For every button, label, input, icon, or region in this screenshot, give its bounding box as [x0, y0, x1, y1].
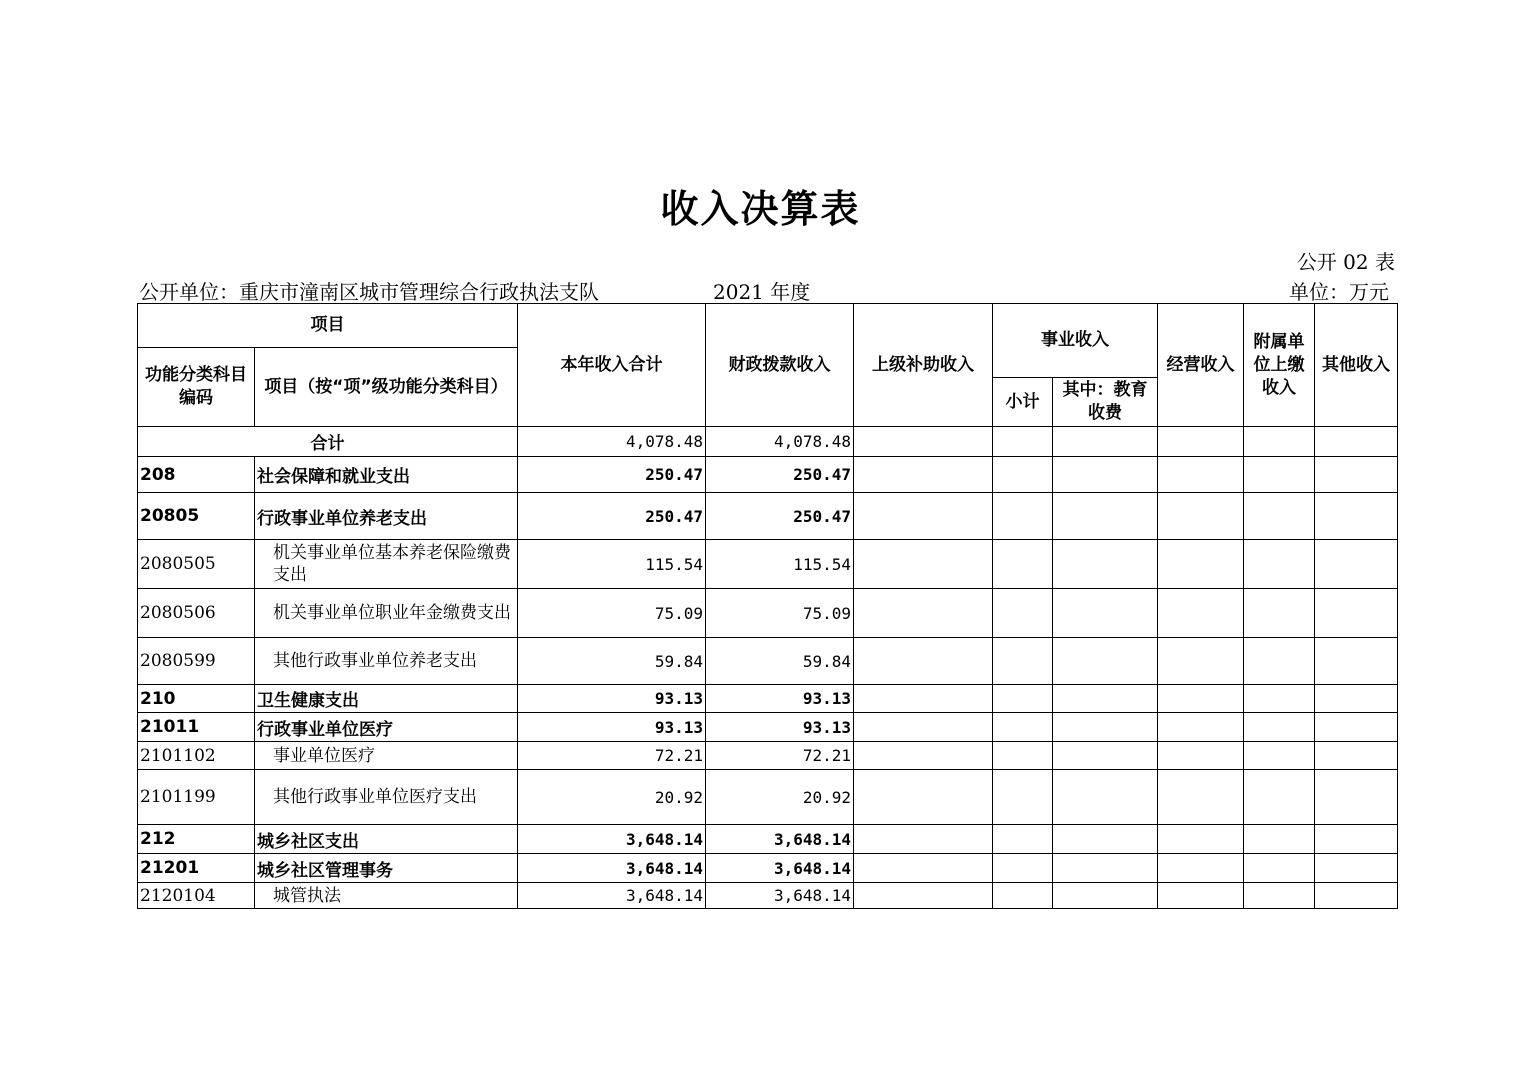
row-fiscal: 250.47: [706, 493, 854, 540]
row-name: 其他行政事业单位医疗支出: [255, 770, 518, 825]
table-row: [138, 589, 1398, 638]
summary-total: 4,078.48: [518, 427, 706, 457]
row-code: 2080599: [138, 638, 255, 685]
table-row: [138, 825, 1398, 854]
row-total: 72.21: [518, 742, 706, 770]
row-name: 城乡社区管理事务: [255, 854, 518, 883]
row-code: 2080505: [138, 540, 255, 589]
row-code: 21011: [138, 713, 255, 742]
currency-unit: 单位：万元: [1289, 280, 1389, 304]
header-superior: 上级补助收入: [854, 304, 993, 427]
row-total: 3,648.14: [518, 854, 706, 883]
row-code: 208: [138, 457, 255, 493]
row-fiscal: 3,648.14: [706, 883, 854, 909]
row-code: 212: [138, 825, 255, 854]
fiscal-year: 2021 年度: [713, 280, 811, 304]
row-name: 社会保障和就业支出: [255, 457, 518, 493]
info-row: [139, 276, 1395, 304]
page-title: 收入决算表: [660, 187, 861, 231]
summary-label: 合计: [138, 427, 518, 457]
header-fiscal: 财政拨款收入: [706, 304, 854, 427]
row-fiscal: 3,648.14: [706, 854, 854, 883]
row-fiscal: 93.13: [706, 713, 854, 742]
row-total: 93.13: [518, 685, 706, 713]
row-name: 城管执法: [255, 883, 518, 909]
table-row: [138, 854, 1398, 883]
header-subtotal: 小计: [993, 378, 1053, 427]
row-name: 事业单位医疗: [255, 742, 518, 770]
row-name: 卫生健康支出: [255, 685, 518, 713]
summary-row: [138, 427, 1398, 457]
row-code: 2120104: [138, 883, 255, 909]
header-code: 功能分类科目编码: [138, 348, 255, 427]
row-total: 3,648.14: [518, 883, 706, 909]
header-total: 本年收入合计: [518, 304, 706, 427]
row-name: 城乡社区支出: [255, 825, 518, 854]
row-total: 250.47: [518, 457, 706, 493]
form-number: 公开 02 表: [1296, 250, 1395, 274]
table-row: [138, 638, 1398, 685]
header-project: 项目: [138, 304, 518, 348]
table-row: [138, 540, 1398, 589]
row-fiscal: 3,648.14: [706, 825, 854, 854]
row-fiscal: 72.21: [706, 742, 854, 770]
header-education: 其中：教育收费: [1053, 378, 1158, 427]
reporting-unit: 公开单位：重庆市潼南区城市管理综合行政执法支队: [139, 280, 599, 304]
header-item: 项目（按“项”级功能分类科目）: [255, 348, 518, 427]
row-fiscal: 115.54: [706, 540, 854, 589]
row-name: 其他行政事业单位养老支出: [255, 638, 518, 685]
summary-fiscal: 4,078.48: [706, 427, 854, 457]
row-total: 20.92: [518, 770, 706, 825]
table-row: [138, 883, 1398, 909]
table-row: [138, 457, 1398, 493]
row-total: 59.84: [518, 638, 706, 685]
row-fiscal: 20.92: [706, 770, 854, 825]
header-affiliated: 附属单位上缴收入: [1244, 304, 1315, 427]
header-business: 事业收入: [993, 304, 1158, 378]
row-total: 75.09: [518, 589, 706, 638]
header-other: 其他收入: [1315, 304, 1398, 427]
table-row: [138, 742, 1398, 770]
table-row: [138, 713, 1398, 742]
row-fiscal: 59.84: [706, 638, 854, 685]
income-table: [137, 303, 1398, 909]
row-code: 2101102: [138, 742, 255, 770]
row-fiscal: 250.47: [706, 457, 854, 493]
row-total: 3,648.14: [518, 825, 706, 854]
row-name: 行政事业单位医疗: [255, 713, 518, 742]
row-fiscal: 75.09: [706, 589, 854, 638]
row-total: 93.13: [518, 713, 706, 742]
row-total: 250.47: [518, 493, 706, 540]
row-code: 21201: [138, 854, 255, 883]
header-operating: 经营收入: [1158, 304, 1244, 427]
row-code: 20805: [138, 493, 255, 540]
row-code: 2101199: [138, 770, 255, 825]
table-row: [138, 493, 1398, 540]
row-code: 2080506: [138, 589, 255, 638]
row-code: 210: [138, 685, 255, 713]
row-name: 机关事业单位基本养老保险缴费支出: [255, 540, 518, 589]
row-name: 机关事业单位职业年金缴费支出: [255, 589, 518, 638]
table-row: [138, 685, 1398, 713]
row-name: 行政事业单位养老支出: [255, 493, 518, 540]
table-row: [138, 770, 1398, 825]
row-total: 115.54: [518, 540, 706, 589]
row-fiscal: 93.13: [706, 685, 854, 713]
